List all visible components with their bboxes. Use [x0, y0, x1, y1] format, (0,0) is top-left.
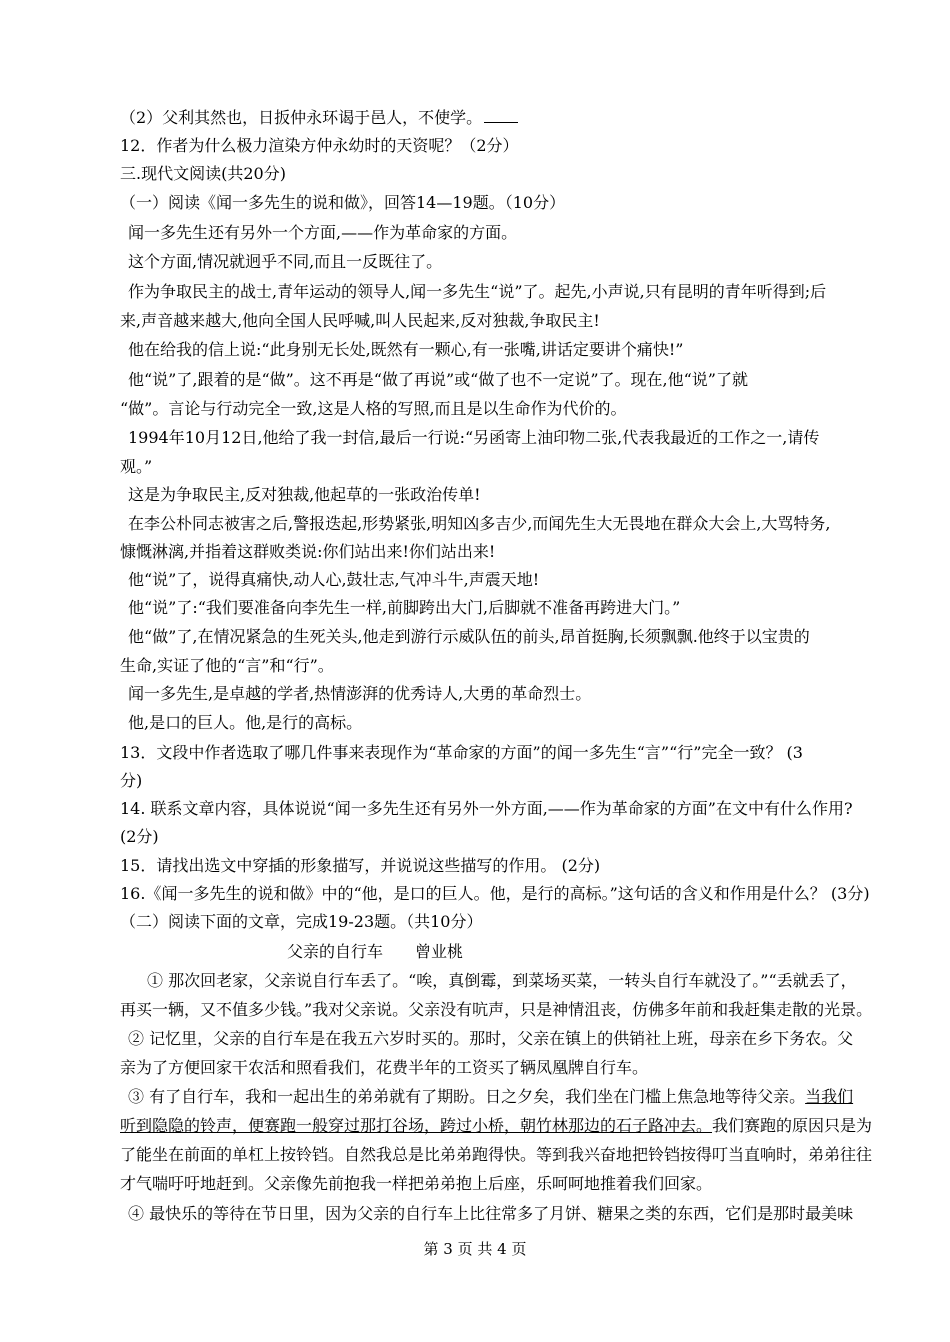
article-line: 了能坐在前面的单杠上按铃铛。自然我总是比弟弟跑得快。等到我兴奋地把铃铛按得叮当直响时，弟弟往往 [120, 1145, 873, 1164]
passage-line: 他“说”了,跟着的是“做”。这不再是“做了再说”或“做了也不一定说”了。现在,他“说”了就 [128, 370, 748, 389]
article-line: 再买一辆，又不值多少钱。”我对父亲说。父亲没有吭声，只是神情沮丧，仿佛多年前和我赶集走散的光景。 [120, 1000, 873, 1019]
passage-line: 闻一多先生,是卓越的学者,热情澎湃的优秀诗人,大勇的革命烈士。 [128, 684, 592, 703]
answer-line-2 [120, 104, 860, 132]
passage-line: 他在给我的信上说:“此身别无长处,既然有一颗心,有一张嘴,讲话定要讲个痛快!” [128, 340, 684, 359]
page-footer: 第 3 页 共 4 页 [423, 1240, 527, 1258]
part-two-heading: （二）阅读下面的文章，完成19-23题。（共10分） [120, 912, 483, 931]
passage-line: 他“说”了，说得真痛快,动人心,鼓壮志,气冲斗牛,声震天地! [128, 570, 540, 589]
answer-text-2: （2）父利其然也，日扳仲永环谒于邑人，不使学。 [120, 108, 483, 127]
question-14-score: (2分) [120, 827, 159, 846]
passage-line: 来,声音越来越大,他向全国人民呼喊,叫人民起来,反对独裁,争取民主! [120, 311, 600, 330]
question-12: 12．作者为什么极力渲染方仲永幼时的天资呢？（2分） [120, 136, 519, 155]
passage-line: 观。” [120, 457, 153, 476]
article-paragraph-2: ② 记忆里，父亲的自行车是在我五六岁时买的。那时，父亲在镇上的供销社上班，母亲在乡下务农。父 [128, 1029, 854, 1048]
underlined-sentence: 当我们 [805, 1087, 854, 1106]
underlined-sentence: 听到隐隐的铃声，便赛跑一般穿过那打谷场，跨过小桥，朝竹林那边的石子路冲去。 [120, 1116, 713, 1135]
article-paragraph-1: ① 那次回老家，父亲说自行车丢了。“唉，真倒霉，到菜场买菜，一转头自行车就没了。”“丢就丢了， [147, 971, 857, 990]
question-16: 16.《闻一多先生的说和做》中的“他，是口的巨人。他，是行的高标。”这句话的含义和作用是什么？ (3分) [120, 884, 870, 903]
passage-line: 他,是口的巨人。他,是行的高标。 [128, 713, 363, 732]
question-13-score: 分) [120, 771, 143, 790]
part-one-heading: （一）阅读《闻一多先生的说和做》，回答14—19题。（10分） [120, 193, 566, 212]
passage-line: 作为争取民主的战士,青年运动的领导人,闻一多先生“说”了。起先,小声说,只有昆明的青年听得到;后 [128, 282, 827, 301]
article-line [120, 1112, 873, 1140]
article-title: 父亲的自行车 曾业桃 [287, 942, 464, 961]
section-heading-modern-reading: 三.现代文阅读(共20分) [120, 164, 286, 183]
article-line: 才气喘吁吁地赶到。父亲像先前抱我一样把弟弟抱上后座，乐呵呵地推着我们回家。 [120, 1174, 713, 1193]
passage-line: 他“说”了:“我们要准备向李先生一样,前脚跨出大门,后脚就不准备再跨进大门。” [128, 598, 681, 617]
passage-line: 生命,实证了他的“言”和“行”。 [120, 656, 334, 675]
article-text: ③ 有了自行车，我和一起出生的弟弟就有了期盼。日之夕矣，我们坐在门槛上焦急地等待父亲。 [128, 1087, 806, 1106]
article-paragraph-3 [128, 1083, 868, 1111]
passage-line: “做”。言论与行动完全一致,这是人格的写照,而且是以生命作为代价的。 [120, 399, 627, 418]
passage-line: 1994年10月12日,他给了我一封信,最后一行说:“另函寄上油印物二张,代表我最近的工作之一,请传 [128, 428, 820, 447]
question-13: 13．文段中作者选取了哪几件事来表现作为“革命家的方面”的闻一多先生“言”“行”完全一致？ (3 [120, 743, 803, 762]
question-15: 15．请找出选文中穿插的形象描写，并说说这些描写的作用。 (2分) [120, 856, 601, 875]
answer-blank[interactable] [484, 108, 518, 123]
question-14: 14. 联系文章内容，具体说说“闻一多先生还有另外一外方面,——作为革命家的方面”在文中有什么作用? [120, 799, 853, 818]
passage-line: 这个方面,情况就迥乎不同,而且一反既往了。 [128, 252, 443, 271]
passage-line: 他“做”了,在情况紧急的生死关头,他走到游行示威队伍的前头,昂首挺胸,长须飘飘.他终于以宝贵的 [128, 627, 810, 646]
article-paragraph-4: ④ 最快乐的等待在节日里，因为父亲的自行车上比往常多了月饼、糖果之类的东西，它们是那时最美味 [128, 1204, 854, 1223]
passage-line: 闻一多先生还有另外一个方面,——作为革命家的方面。 [128, 223, 518, 242]
article-text: 我们赛跑的原因只是为 [712, 1116, 873, 1135]
passage-line: 慷慨淋漓,并指着这群败类说:你们站出来!你们站出来! [120, 542, 496, 561]
passage-line: 在李公朴同志被害之后,警报迭起,形势紧张,明知凶多吉少,而闻先生大无畏地在群众大会上,大骂特务, [128, 514, 831, 533]
article-line: 亲为了方便回家干农活和照看我们，花费半年的工资买了辆凤凰牌自行车。 [120, 1058, 649, 1077]
passage-line: 这是为争取民主,反对独裁,他起草的一张政治传单! [128, 485, 481, 504]
